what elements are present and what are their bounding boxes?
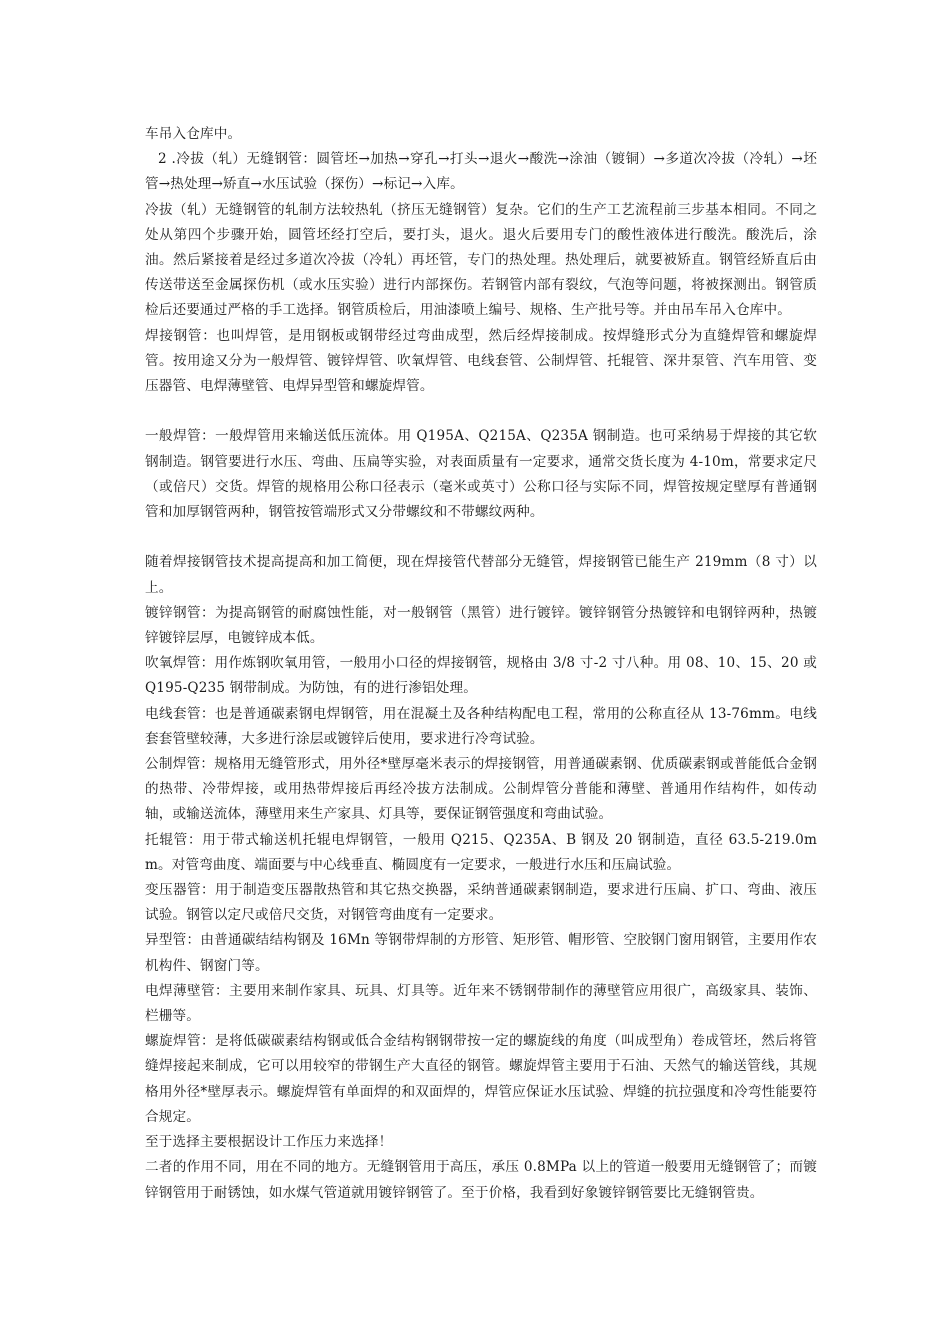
paragraph-cold-drawn-process: 2 .冷拔（轧）无缝钢管：圆管坯→加热→穿孔→打头→退火→酸洗→涂油（镀铜）→多道次冷拔（冷轧）→坯管→热处理→矫直→水压试验（探伤）→标记→入库。 (145, 151, 817, 193)
paragraph-general-welded-pipe: 一般焊管：一般焊管用来输送低压流体。用 Q195A、Q215A、Q235A 钢制造。也可采纳易于焊接的其它软钢制造。钢管要进行水压、弯曲、压扁等实验，对表面质量有一定要求，通常交货长度为 4-10m，常要求定尺（或倍尺）交货。焊管的规格用公称口径表示（毫米或英寸）公称口径与实际不同，焊管按规定壁厚有普通钢管和加厚钢管两种，钢管按管端形式又分带螺纹和不带螺纹两种。 (145, 428, 817, 521)
blank-line (145, 399, 817, 424)
document-body (145, 122, 817, 1206)
paragraph-welding-technology: 随着焊接钢管技术提高提高和加工简便，现在焊接管代替部分无缝管，焊接钢管已能生产 219mm（8 寸）以上。 (145, 554, 817, 596)
paragraph-shaped-pipe: 异型管：由普通碳结结构钢及 16Mn 等钢带焊制的方形管、矩形管、帽形管、空胶钢门窗用钢管，主要用作农机构件、钢窗门等。 (145, 932, 817, 974)
paragraph-transformer-pipe: 变压器管：用于制造变压器散热管和其它热交换器，采纳普通碳素钢制造，要求进行压扁、扩口、弯曲、液压试验。钢管以定尺或倍尺交货，对钢管弯曲度有一定要求。 (145, 882, 817, 924)
paragraph-selection: 至于选择主要根据设计工作压力来选择！ (145, 1134, 393, 1151)
paragraph-oxygen-lance-pipe: 吹氧焊管：用作炼钢吹氧用管，一般用小口径的焊接钢管，规格由 3/8 寸-2 寸八种。用 08、10、15、20 或 Q195-Q235 钢带制成。为防蚀，有的进行渗铝处理。 (145, 655, 817, 697)
paragraph-conduit-pipe: 电线套管：也是普通碳素钢电焊钢管，用在混凝土及各种结构配电工程，常用的公称直径从 13-76mm。电线套套管壁较薄，大多进行涂层或镀锌后使用，要求进行冷弯试验。 (145, 705, 817, 747)
blank-line (145, 525, 817, 550)
paragraph-comparison: 二者的作用不同，用在不同的地方。无缝钢管用于高压，承压 0.8MPa 以上的管道一般要用无缝钢管了；而镀锌钢管用于耐锈蚀，如水煤气管道就用镀锌钢管了。至于价格，我看到好象镀锌钢管要比无缝钢管贵。 (145, 1159, 817, 1201)
paragraph-metric-welded-pipe: 公制焊管：规格用无缝管形式，用外径*壁厚毫米表示的焊接钢管，用普通碳素钢、优质碳素钢或普能低合金钢的热带、冷带焊接，或用热带焊接后再经冷拔方法制成。公制焊管分普能和薄壁、普通用作结构件，如传动轴，或输送流体，薄壁用来生产家具、灯具等，要保证钢管强度和弯曲试验。 (145, 756, 817, 823)
paragraph-spiral-welded-pipe: 螺旋焊管：是将低碳碳素结构钢或低合金结构钢钢带按一定的螺旋线的角度（叫成型角）卷成管坯，然后将管缝焊接起来制成，它可以用较窄的带钢生产大直径的钢管。螺旋焊管主要用于石油、天然气的输送管线，其规格用外径*壁厚表示。螺旋焊管有单面焊的和双面焊的，焊管应保证水压试验、焊缝的抗拉强度和冷弯性能要符合规定。 (145, 1033, 817, 1125)
paragraph-warehouse-end: 车吊入仓库中。 (145, 126, 242, 142)
paragraph-cold-drawn-method: 冷拔（轧）无缝钢管的轧制方法较热轧（挤压无缝钢管）复杂。它们的生产工艺流程前三步基本相同。不同之处从第四个步骤开始，圆管坯经打空后，要打头，退火。退火后要用专门的酸性液体进行酸洗。酸洗后，涂油。然后紧接着是经过多道次冷拔（冷轧）再坯管，专门的热处理。热处理后，就要被矫直。钢管经矫直后由传送带送至金属探伤机（或水压实验）进行内部探伤。若钢管内部有裂纹，气泡等问题，将被探测出。钢管质检后还要通过严格的手工选择。钢管质检后，用油漆喷上编号、规格、生产批号等。并由吊车吊入仓库中。 (145, 201, 817, 319)
paragraph-galvanized-pipe: 镀锌钢管：为提高钢管的耐腐蚀性能，对一般钢管（黑管）进行镀锌。镀锌钢管分热镀锌和电钢锌两种，热镀锌镀锌层厚，电镀锌成本低。 (145, 604, 817, 647)
paragraph-idler-pipe: 托辊管：用于带式输送机托辊电焊钢管，一般用 Q215、Q235A、B 钢及 20 钢制造，直径 63.5-219.0mm。对管弯曲度、端面要与中心线垂直、椭圆度有一定要求，一般进行水压和压扁试验。 (145, 831, 817, 873)
paragraph-thin-wall-pipe: 电焊薄壁管：主要用来制作家具、玩具、灯具等。近年来不锈钢带制作的薄壁管应用很广，高级家具、装饰、栏栅等。 (145, 982, 817, 1025)
paragraph-welded-pipe: 焊接钢管：也叫焊管，是用钢板或钢带经过弯曲成型，然后经焊接制成。按焊缝形式分为直缝焊管和螺旋焊管。按用途又分为一般焊管、镀锌焊管、吹氧焊管、电线套管、公制焊管、托辊管、深井泵管、汽车用管、变压器管、电焊薄壁管、电焊异型管和螺旋焊管。 (145, 327, 817, 395)
